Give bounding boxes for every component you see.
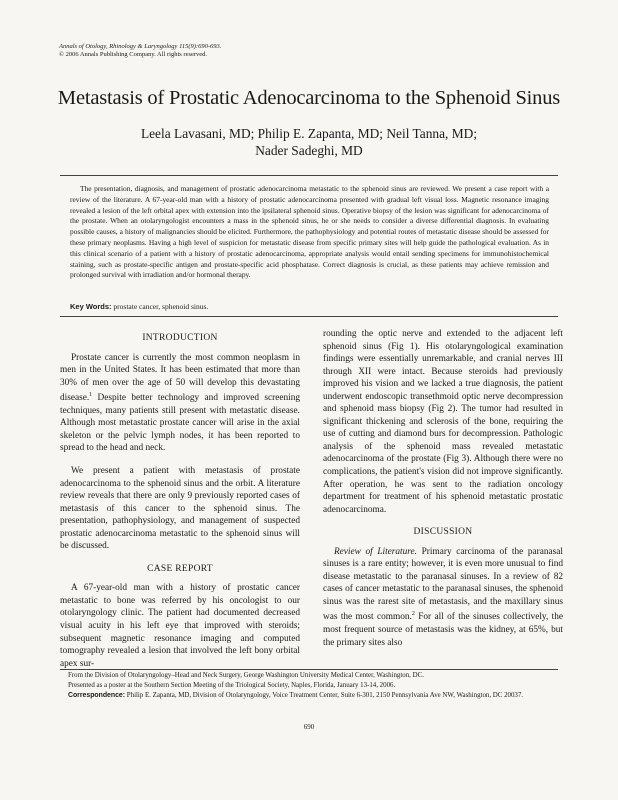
disc-p1-text-b: For all of the sinuses collectively, the most frequent source of metastasis was the kidney, at 65%, but the primary sites also bbox=[323, 612, 563, 648]
reference-1: 1 bbox=[89, 392, 93, 399]
disc-p1-text-a: Primary carcinoma of the paranasal sinuses is a rare entity; however, it is even more unusual to find disease metastatic to the paranasal sinuses. In a review of 82 cases of cancer metastatic to the paranasal sinuses, the sphenoid sinus was the rarest site of metastasis, and the maxillary sinus was the most common. bbox=[323, 546, 563, 623]
intro-p1-text-b: Despite better technology and improved screening techniques, many patients still present with metastatic disease. Although most metastatic prostate cancer will arise in the axial skeleton or the pelvic lymph nodes, it has been reported to spread to the head and neck. bbox=[60, 393, 300, 454]
left-column bbox=[60, 328, 300, 680]
affiliation-note: From the Division of Otolaryngology–Head and Neck Surgery, George Washington University Medical Center, Washington, DC. bbox=[68, 672, 424, 679]
correspondence-label: Correspondence: bbox=[68, 691, 126, 699]
introduction-heading: INTRODUCTION bbox=[142, 333, 218, 343]
intro-p1-text-a: Prostate cancer is currently the most common neoplasm in men in the United States. It has been estimated that more than 30% of men over the age of 50 will develop this devastating disease. bbox=[60, 352, 300, 404]
introduction-paragraph-1 bbox=[60, 352, 300, 455]
keywords-label: Key Words: bbox=[70, 302, 112, 311]
case-report-heading: CASE REPORT bbox=[147, 563, 213, 574]
case-report-paragraph-2: rounding the optic nerve and extended to the adjacent left sphenoid sinus (Fig 1). His otolaryngological examination findings were essentially unremarkable, and cranial nerves III through XII were intact. Because steroids had previously improved his vision and we lacked a true diagnosis, the patient underwent endoscopic transethmoid optic nerve decompression and sphenoid mass biopsy (Fig 2). The tumor had resulted in significant thickening and sclerosis of the bone, requiring the use of cutting and diamond burs for decompression. Pathologic analysis of the sphenoid mass revealed metastatic adenocarcinoma of the prostate (Fig 3). Although there were no complications, the patient's vision did not improve significantly. After operation, he was sent to the radiation oncology department for treatment of his sphenoid metastatic prostatic adenocarcinoma. bbox=[323, 329, 563, 515]
citation-line: Annals of Otology, Rhinology & Laryngology 115(9):690-693. bbox=[59, 43, 222, 50]
author-list bbox=[0, 125, 618, 159]
reference-2: 2 bbox=[411, 611, 415, 618]
article-title: Metastasis of Prostatic Adenocarcinoma to the Sphenoid Sinus bbox=[57, 87, 561, 109]
abstract: The presentation, diagnosis, and management of prostatic adenocarcinoma metastatic to the sphenoid sinus are reviewed. We present a case report with a review of the literature. A 67-year-old man with a history of prostatic adenocarcinoma presented with gradual left visual loss. Magnetic resonance imaging revealed a lesion of the left orbital apex with extension into the ipsilateral sphenoid sinus. Operative biopsy of the lesion was significant for adenocarcinoma of the prostate. When an otolaryngologist encounters a mass in the sphenoid sinus, he or she needs to consider a diverse differential diagnosis. In evaluating possible causes, a history of malignancies should be elicited. Furthermore, the pathophysiology and potential routes of metastatic disease should be assessed for these primary neoplasms. Having a high level of suspicion for metastatic disease from specific primary sites will help guide the pathological evaluation. As in this clinical scenario of a patient with a history of prostatic adenocarcinoma, appropriate analysis would entail sending specimens for immunohistochemical staining, such as prostate-specific antigen and prostate-specific acid phosphatase. Correct diagnosis is crucial, as these patients may achieve remission and prolonged survival with irradiation and/or hormonal therapy. bbox=[70, 184, 549, 280]
authors-line-2: Nader Sadeghi, MD bbox=[255, 143, 363, 158]
page-number: 690 bbox=[303, 723, 315, 731]
abstract-top-rule bbox=[60, 175, 558, 176]
correspondence-note bbox=[60, 691, 560, 701]
keywords bbox=[70, 302, 208, 311]
authors-line-1: Leela Lavasani, MD; Philip E. Zapanta, MD; Neil Tanna, MD; bbox=[140, 126, 478, 141]
case-report-paragraph-1: A 67-year-old man with a history of prostatic cancer metastatic to bone was referred by his oncologist to our otolaryngology clinic. The patient had documented decreased visual acuity in his left eye that improved with steroids; subsequent magnetic resonance imaging and computed tomography revealed a lesion that involved the left bony orbital apex sur- bbox=[60, 583, 300, 669]
review-subheading: Review of Literature. bbox=[334, 546, 418, 557]
footnotes bbox=[60, 671, 560, 701]
discussion-paragraph-1 bbox=[323, 546, 563, 649]
right-column bbox=[323, 328, 563, 659]
discussion-heading: DISCUSSION bbox=[413, 527, 473, 538]
keywords-text: prostate cancer, sphenoid sinus. bbox=[111, 302, 209, 311]
introduction-paragraph-2: We present a patient with metastasis of prostate adenocarcinoma to the sphenoid sinus and the orbit. A literature review reveals that there are only 9 previously reported cases of metastasis of this cancer to the sphenoid sinus. The presentation, pathophysiology, and management of suspected prostatic adenocarcinoma metastatic to the sphenoid sinus will be discussed. bbox=[60, 466, 300, 552]
presentation-note: Presented as a poster at the Southern Section Meeting of the Triological Society, Naples, Florida, January 13-14, 2006. bbox=[68, 681, 396, 689]
correspondence-text: Philip E. Zapanta, MD, Division of Otolaryngology, Voice Treatment Center, Suite 6-301, 2150 Pennsylvania Ave NW, Washington, DC 20037. bbox=[125, 691, 524, 699]
abstract-bottom-rule bbox=[60, 316, 558, 317]
copyright-line: © 2006 Annals Publishing Company. All rights reserved. bbox=[59, 51, 208, 58]
journal-citation bbox=[59, 43, 221, 59]
footnote-rule bbox=[60, 669, 558, 670]
